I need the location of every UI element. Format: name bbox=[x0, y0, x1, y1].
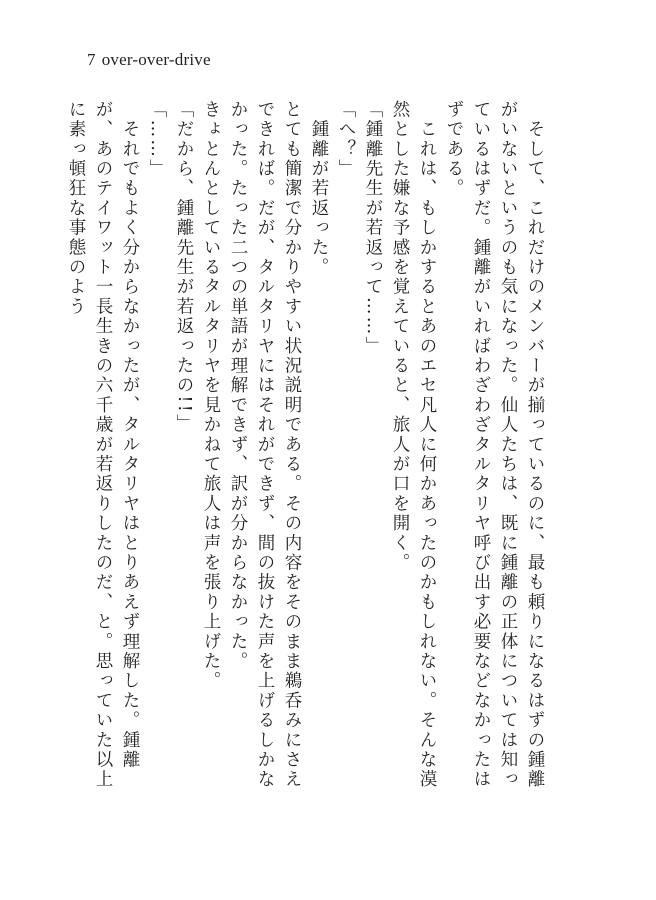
paragraph-4-dialogue: 「へ？」 bbox=[336, 100, 356, 179]
vertical-body-text bbox=[66, 100, 548, 800]
running-title: over-over-drive bbox=[101, 50, 211, 69]
paragraph-2: これは、もしかするとあのエセ凡人に何かあったのかもしれない。そんな漠然とした嫌な予感を覚えていると、旅人が口を開く。 bbox=[390, 100, 437, 790]
paragraph-5: 鍾離が若返った。 bbox=[309, 100, 329, 278]
paragraph-8-dialogue: 「だから、鍾離先生が若返ったの!!」 bbox=[174, 100, 194, 434]
page-number: 7 bbox=[87, 50, 96, 69]
paragraph-7: きょとんとしているタルタリヤを見かねて旅人は声を張り上げた。 bbox=[201, 100, 221, 691]
paragraph-3-dialogue: 「鍾離先生が若返って……」 bbox=[363, 100, 383, 357]
paragraph-6: とても簡潔で分かりやすい状況説明である。その内容をそのまま鵜呑みにさえできれば。だが、タルタリヤにはそれができず、間の抜けた声を上げるしかなかった。たった二つの単語が理解できず、訳が分からなかった。 bbox=[228, 100, 302, 790]
running-header bbox=[87, 50, 211, 70]
paragraph-10: それでもよく分からなかったが、タルタリヤはとりあえず理解した。鍾離が、あのテイワット一長生きの六千歳が若返りしたのだ、と。思っていた以上に素っ頓狂な事態のよう bbox=[66, 100, 140, 790]
paragraph-1: そして、これだけのメンバーが揃っているのに、最も頼りになるはずの鍾離がいないというのも気になった。仙人たちは、既に鍾離の正体については知っているはずだ。鍾離がいればわざわざタルタリヤ呼び出す必要などなかったはずである。 bbox=[444, 100, 545, 790]
paragraph-9-dialogue: 「……」 bbox=[147, 100, 167, 179]
